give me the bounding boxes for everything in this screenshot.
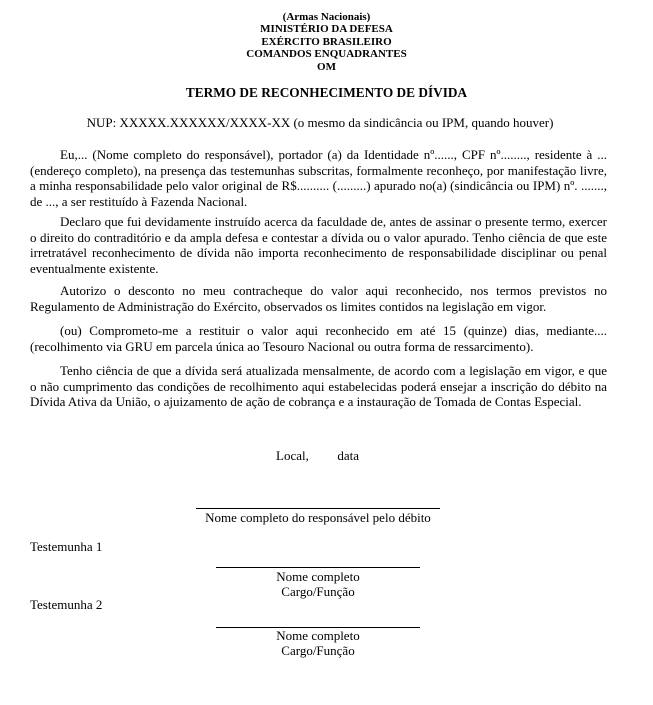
witness-1-label: Testemunha 1 bbox=[30, 539, 103, 554]
paragraph-commitment: (ou) Comprometo-me a restituir o valor aqui reconhecido em até 15 (quinze) dias, mediante.... (recolhimento via GRU em parcela única ao Tesouro Nacional ou outra forma de ressarcimento). bbox=[30, 323, 607, 354]
responsible-signature-line bbox=[196, 508, 440, 509]
army-line: EXÉRCITO BRASILEIRO bbox=[261, 35, 392, 48]
place-date-line bbox=[276, 448, 359, 464]
national-arms-line: (Armas Nacionais) bbox=[282, 11, 371, 23]
responsible-signature-caption: Nome completo do responsável pelo débito bbox=[205, 510, 431, 525]
paragraph-authorization: Autorizo o desconto no meu contracheque do valor aqui reconhecido, nos termos previstos no Regulamento de Administração do Exército, observados os limites contidos na legislação em vigor. bbox=[30, 283, 607, 314]
witness-1-name: Nome completo bbox=[276, 569, 360, 584]
paragraph-identification: Eu,... (Nome completo do responsável), portador (a) da Identidade nº......, CPF nº........, residente à ... (endereço completo), na presença das testemunhas subscritas, formalmente reconheço, por manifestação livre, a minha responsabilidade pelo valor original de R$.......... (.........) apurado no(a) (sindicância ou IPM) nº. ......., de ..., a ser restituído à Fazenda Nacional. bbox=[30, 147, 607, 209]
paragraph-awareness: Tenho ciência de que a dívida será atualizada mensalmente, de acordo com a legislação em vigor, e que o não cumprimento das condições de recolhimento aqui estabelecidas poderá ensejar a inscrição do débito na Dívida Ativa da União, o ajuizamento de ação de cobrança e a instauração de Tomada de Contas Especial. bbox=[30, 363, 607, 409]
witness-2-name: Nome completo bbox=[276, 628, 360, 643]
ministry-line: MINISTÉRIO DA DEFESA bbox=[260, 23, 393, 36]
place-label: Local, bbox=[276, 448, 309, 463]
document-header bbox=[0, 11, 653, 73]
witness-2-label: Testemunha 2 bbox=[30, 597, 103, 612]
date-label: data bbox=[337, 448, 359, 463]
witness-2-role: Cargo/Função bbox=[281, 643, 355, 658]
witness-1-role: Cargo/Função bbox=[281, 584, 355, 599]
om-line: OM bbox=[317, 60, 336, 73]
witness-1-signature-line bbox=[216, 567, 420, 568]
commands-line: COMANDOS ENQUADRANTES bbox=[246, 48, 407, 61]
nup-line: NUP: XXXXX.XXXXXX/XXXX-XX (o mesmo da sindicância ou IPM, quando houver) bbox=[86, 115, 554, 130]
paragraph-declaration: Declaro que fui devidamente instruído acerca da faculdade de, antes de assinar o presente termo, exercer o direito do contraditório e da ampla defesa e contestar a dívida ou o valor apurado. Tenho ciência de que este irretratável reconhecimento de dívida não importa reconhecimento de responsabilidade disciplinar ou penal eventualmente existente. bbox=[30, 214, 607, 276]
document-title: TERMO DE RECONHECIMENTO DE DÍVIDA bbox=[185, 85, 468, 100]
